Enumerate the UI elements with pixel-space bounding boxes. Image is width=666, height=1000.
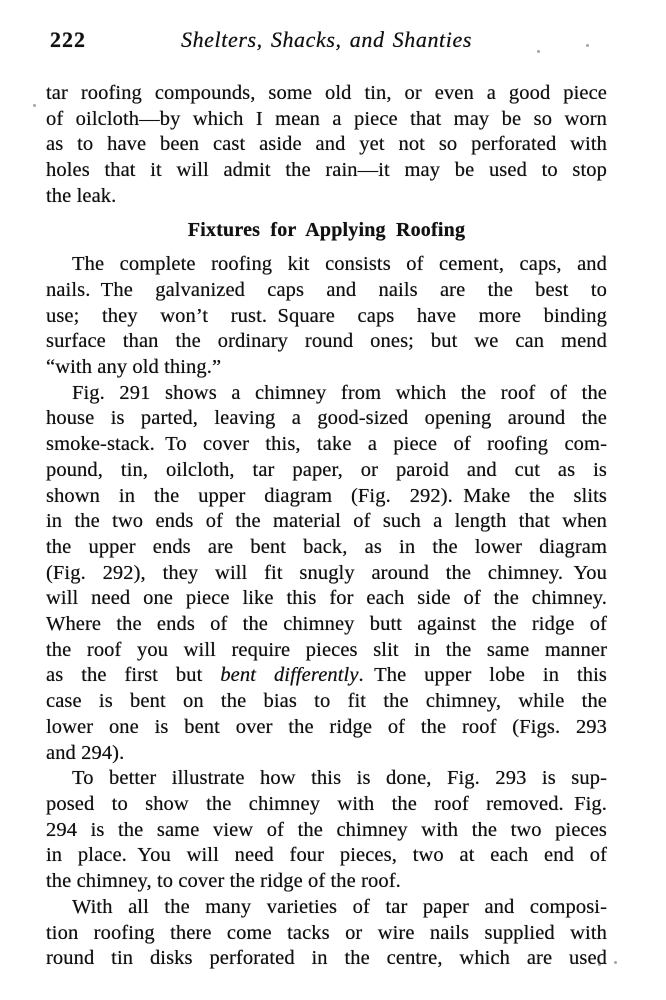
text-line bbox=[46, 843, 607, 869]
scan-speck bbox=[614, 961, 617, 964]
text-segment: Fig. 291 shows a chimney from which the roof of the bbox=[72, 381, 607, 404]
text-line bbox=[46, 252, 607, 278]
text-segment: 294 is the same view of the chimney with the two pieces bbox=[46, 818, 607, 841]
text-segment: the roof you will require pieces slit in the same manner bbox=[46, 638, 607, 661]
text-line bbox=[46, 509, 607, 535]
text-segment: smoke-stack. To cover this, take a piece of roofing com- bbox=[46, 433, 607, 456]
text-segment: in the two ends of the material of such a length that when bbox=[46, 510, 607, 533]
page-text bbox=[46, 81, 607, 972]
text-line bbox=[46, 561, 607, 587]
text-line bbox=[46, 586, 607, 612]
text-line bbox=[46, 158, 607, 184]
text-segment: will need one piece like this for each side of the chimney. bbox=[46, 587, 607, 610]
text-segment: . The upper lobe in this bbox=[358, 664, 608, 687]
text-line bbox=[46, 406, 607, 432]
text-line bbox=[46, 81, 607, 107]
page-number: 222 bbox=[50, 27, 86, 52]
text-segment: as to have been cast aside and yet not so perforated with bbox=[46, 133, 607, 156]
text-line bbox=[46, 741, 607, 767]
text-segment: and 294). bbox=[46, 741, 125, 764]
text-line bbox=[46, 535, 607, 561]
scan-speck bbox=[537, 50, 540, 53]
text-segment: lower one is bent over the ridge of the roof (Figs. 293 bbox=[46, 715, 607, 738]
text-segment: tar roofing compounds, some old tin, or even a good piece bbox=[46, 82, 607, 104]
text-line bbox=[46, 278, 607, 304]
text-segment: nails. The galvanized caps and nails are the best to bbox=[46, 278, 607, 301]
text-line bbox=[46, 663, 607, 689]
scan-speck bbox=[33, 104, 36, 107]
text-segment: of oilcloth—by which I mean a piece that may be so worn bbox=[46, 107, 607, 130]
text-segment: shown in the upper diagram (Fig. 292). Make the slits bbox=[46, 484, 607, 507]
text-line bbox=[46, 612, 607, 638]
text-segment: The complete roofing kit consists of cement, caps, and bbox=[72, 253, 607, 276]
text-line bbox=[46, 304, 607, 330]
text-line bbox=[46, 484, 607, 510]
text-segment: surface than the ordinary round ones; but we can mend bbox=[46, 330, 607, 353]
text-segment: house is parted, leaving a good-sized opening around the bbox=[46, 407, 607, 430]
scan-speck bbox=[586, 44, 589, 47]
text-line bbox=[46, 432, 607, 458]
text-segment: as the first but bbox=[46, 664, 221, 687]
text-line bbox=[46, 921, 607, 947]
text-line bbox=[46, 818, 607, 844]
text-segment: (Fig. 292), they will fit snugly around the chimney. You bbox=[46, 561, 607, 584]
text-line bbox=[46, 458, 607, 484]
scan-speck bbox=[598, 963, 601, 966]
text-line bbox=[46, 132, 607, 158]
text-segment: the upper ends are bent back, as in the lower diagram bbox=[46, 535, 607, 558]
text-line bbox=[46, 895, 607, 921]
text-line bbox=[46, 869, 607, 895]
running-title: Shelters, Shacks, and Shanties bbox=[180, 27, 473, 52]
text-segment: use; they won’t rust. Square caps have more binding bbox=[46, 304, 607, 327]
text-segment: holes that it will admit the rain—it may be used to stop bbox=[46, 159, 607, 182]
text-segment: tion roofing there come tacks or wire nails supplied with bbox=[46, 921, 607, 944]
text-line bbox=[46, 381, 607, 407]
text-segment: With all the many varieties of tar paper and composi- bbox=[72, 895, 607, 918]
text-line bbox=[46, 689, 607, 715]
section-heading: Fixtures for Applying Roofing bbox=[187, 219, 466, 242]
text-segment: To better illustrate how this is done, Fig. 293 is sup- bbox=[72, 767, 607, 790]
text-line bbox=[46, 715, 607, 741]
text-line bbox=[46, 184, 607, 210]
text-segment: the chimney, to cover the ridge of the roof. bbox=[46, 870, 401, 893]
text-segment: round tin disks perforated in the centre, which are used bbox=[46, 947, 607, 970]
text-segment: the leak. bbox=[46, 184, 117, 207]
text-segment: case is bent on the bias to fit the chimney, while the bbox=[46, 690, 607, 713]
text-line bbox=[46, 766, 607, 792]
text-line bbox=[46, 946, 607, 972]
page-header bbox=[46, 27, 607, 55]
text-line bbox=[46, 792, 607, 818]
text-segment: pound, tin, oilcloth, tar paper, or paroid and cut as is bbox=[46, 458, 607, 481]
text-segment: in place. You will need four pieces, two at each end of bbox=[46, 844, 607, 867]
text-line bbox=[46, 107, 607, 133]
text-segment: “with any old thing.” bbox=[46, 356, 222, 379]
text-line bbox=[46, 638, 607, 664]
text-line bbox=[46, 329, 607, 355]
text-line bbox=[46, 355, 607, 381]
text-segment: posed to show the chimney with the roof removed. Fig. bbox=[46, 792, 607, 815]
text-segment: Where the ends of the chimney butt against the ridge of bbox=[46, 613, 607, 636]
italic-phrase: bent differently bbox=[220, 664, 359, 687]
